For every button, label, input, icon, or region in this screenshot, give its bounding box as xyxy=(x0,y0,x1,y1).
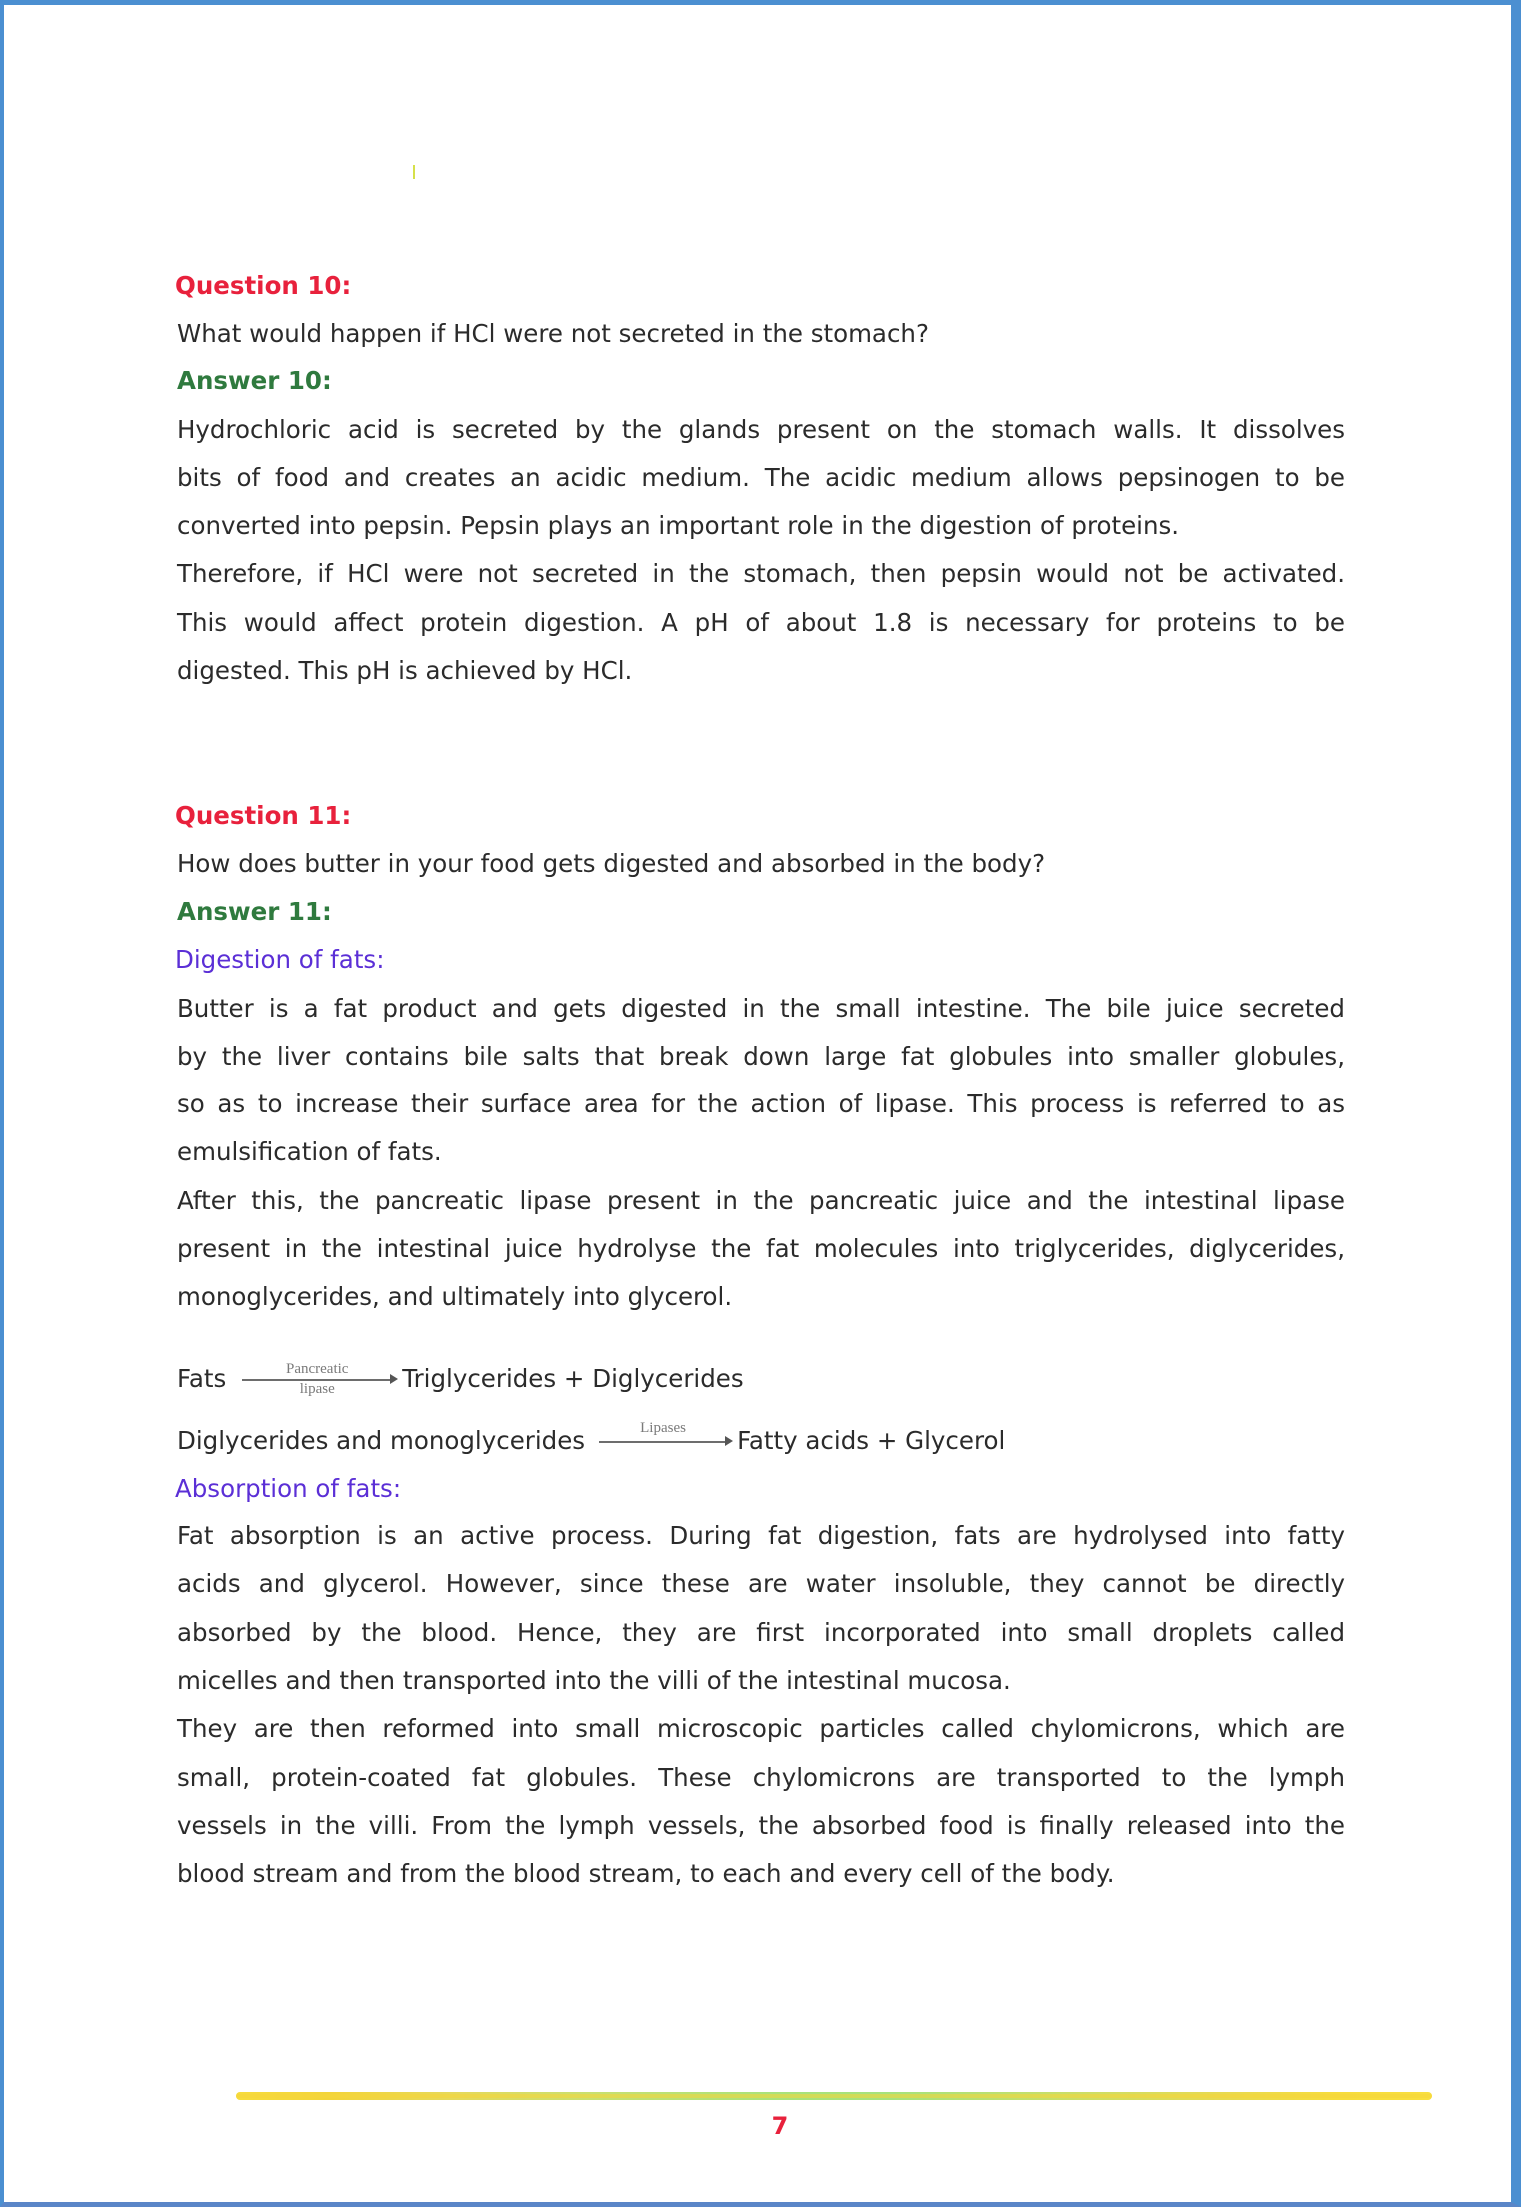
reaction-arrow-icon xyxy=(599,1420,733,1456)
digestion-line: present in the intestinal juice hydrolyse the fat molecules into triglycerides, diglycerides, xyxy=(177,1234,1345,1263)
answer-10-label: Answer 10: xyxy=(177,366,332,395)
page-number: 7 xyxy=(771,2112,789,2140)
equation-product: Fatty acids + Glycerol xyxy=(737,1426,1006,1455)
digestion-line: so as to increase their surface area for the action of lipase. This process is referred to as xyxy=(177,1089,1345,1118)
absorption-line: Fat absorption is an active process. During fat digestion, fats are hydrolysed into fatty xyxy=(177,1521,1345,1550)
equation-glycerides xyxy=(177,1420,1006,1456)
answer-10-line: bits of food and creates an acidic medium. The acidic medium allows pepsinogen to be xyxy=(177,463,1345,492)
answer-10-line: Hydrochloric acid is secreted by the glands present on the stomach walls. It dissolves xyxy=(177,415,1345,444)
footer-divider xyxy=(236,2092,1432,2100)
decorative-mark xyxy=(413,165,415,179)
digestion-line: Butter is a fat product and gets digested in the small intestine. The bile juice secreted xyxy=(177,994,1345,1023)
answer-10-line: digested. This pH is achieved by HCl. xyxy=(177,656,633,685)
answer-10-line: This would affect protein digestion. A pH of about 1.8 is necessary for proteins to be xyxy=(177,608,1345,637)
equation-fats xyxy=(177,1361,744,1397)
absorption-line: acids and glycerol. However, since these are water insoluble, they cannot be directly xyxy=(177,1569,1345,1598)
absorption-line: small, protein-coated fat globules. These chylomicrons are transported to the lymph xyxy=(177,1763,1345,1792)
enzyme-label-above: Lipases xyxy=(640,1420,686,1436)
equation-product: Triglycerides + Diglycerides xyxy=(402,1364,744,1393)
absorption-line: absorbed by the blood. Hence, they are first incorporated into small droplets called xyxy=(177,1618,1345,1647)
question-10-label: Question 10: xyxy=(175,271,352,300)
enzyme-label-below: lipase xyxy=(299,1381,335,1397)
digestion-heading: Digestion of fats: xyxy=(175,945,385,974)
reaction-arrow-icon xyxy=(242,1361,398,1397)
absorption-heading: Absorption of fats: xyxy=(175,1474,402,1503)
digestion-line: monoglycerides, and ultimately into glycerol. xyxy=(177,1282,733,1311)
digestion-line: emulsification of fats. xyxy=(177,1137,442,1166)
absorption-line: blood stream and from the blood stream, to each and every cell of the body. xyxy=(177,1859,1115,1888)
digestion-line: by the liver contains bile salts that break down large fat globules into smaller globules, xyxy=(177,1042,1345,1071)
absorption-line: They are then reformed into small microscopic particles called chylomicrons, which are xyxy=(177,1714,1345,1743)
enzyme-label-above: Pancreatic xyxy=(286,1361,349,1377)
question-11-label: Question 11: xyxy=(175,801,352,830)
equation-reactant: Diglycerides and monoglycerides xyxy=(177,1426,586,1455)
answer-10-line: Therefore, if HCl were not secreted in the stomach, then pepsin would not be activated. xyxy=(177,559,1345,588)
equation-reactant: Fats xyxy=(177,1364,227,1393)
question-11-text: How does butter in your food gets digested and absorbed in the body? xyxy=(177,849,1046,878)
answer-11-label: Answer 11: xyxy=(177,897,332,926)
absorption-line: micelles and then transported into the villi of the intestinal mucosa. xyxy=(177,1666,1011,1695)
question-10-text: What would happen if HCl were not secreted in the stomach? xyxy=(177,319,929,348)
absorption-line: vessels in the villi. From the lymph vessels, the absorbed food is finally released into the xyxy=(177,1811,1345,1840)
digestion-line: After this, the pancreatic lipase present in the pancreatic juice and the intestinal lipase xyxy=(177,1186,1345,1215)
answer-10-line: converted into pepsin. Pepsin plays an important role in the digestion of proteins. xyxy=(177,511,1180,540)
